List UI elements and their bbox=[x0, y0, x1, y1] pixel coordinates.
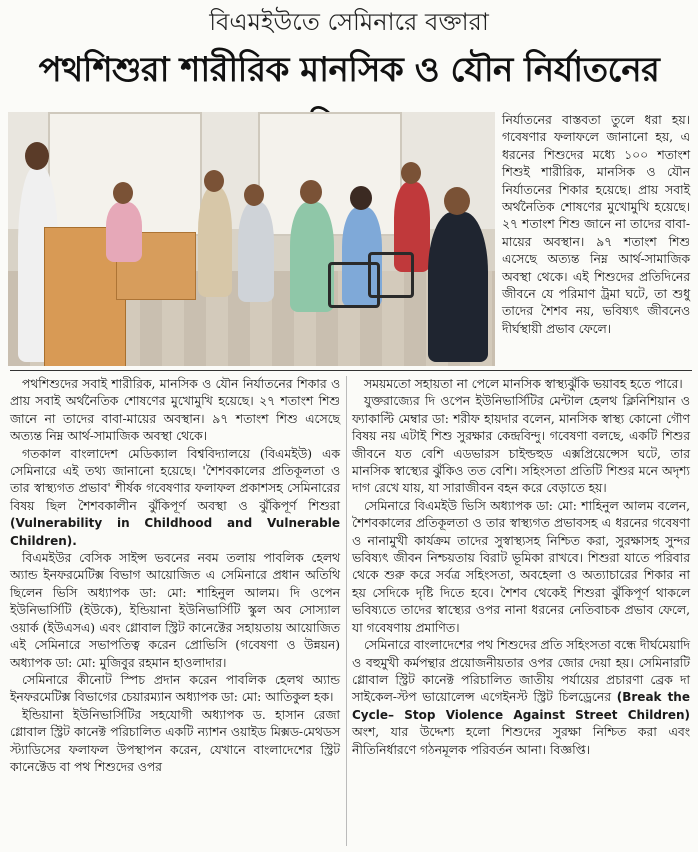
paragraph: বিএমইউর বেসিক সাইন্স ভবনের নবম তলায় পাবলিক হেলথ অ্যান্ড ইনফরমেটিক্স বিভাগ আয়োজিত এ সেমিনারে প্রধান অতিথি ছিলেন ভিসি অধ্যাপক ডা: মো: শাহিনুল আলম। দি ওপেন ইউনিভার্সিটি (ইউকে), ইন্ডিয়ানা ইউনিভার্সিটি স্কুল অব সোস্যাল ওয়ার্ক (ইউএসএ) এবং গ্লোবাল স্ট্রিট কানেক্টের সহায়তায় আয়োজিত এই সেমিনারে সভাপতিত্ব করেন প্রোভিসি (গবেষণা ও উন্নয়ন) অধ্যাপক ডা: মো: মুজিবুর রহমান হাওলাদার। bbox=[10, 551, 340, 670]
attendee bbox=[106, 202, 142, 262]
paragraph: পথশিশুদের সবাই শারীরিক, মানসিক ও যৌন নির্যাতনের শিকার ও প্রায় সবাই অর্থনৈতিক শোষণের মুখোমুখি হয়েছে। ২৭ শতাংশ শিশু জানে না তাদের বাবা-মায়ের অবস্থান। ৯৭ শতাংশ শিশু এসেছে অত্যন্ত নিম্ন আর্থ-সামাজিক অবস্থা থেকে। bbox=[10, 377, 340, 444]
paragraph: নির্যাতনের বাস্তবতা তুলে ধরা হয়। গবেষণার ফলাফলে জানানো হয়, এ ধরনের শিশুদের মধ্যে ১০০ শতাংশ শিশুই শারীরিক, মানসিক ও যৌন নির্যাতনের শিকার হয়েছে। প্রায় সবাই অর্থনৈতিক শোষণের মুখোমুখি হয়েছে। ২৭ শতাংশ শিশু জানে না তাদের বাবা-মায়ের অবস্থান। ৯৭ শতাংশ শিশু এসেছে অত্যন্ত নিম্ন আর্থ-সামাজিক অবস্থা থেকে। এই শিশুদের প্রতিদিনের জীবনে যে পরিমাণ ট্রমা ঘটে, তা শুধু তাদের শৈশব নয়, ভবিষ্যৎ জীবনেও দীর্ঘস্থায়ী প্রভাব ফেলে। bbox=[502, 113, 690, 336]
attendee bbox=[238, 202, 274, 302]
column-divider bbox=[10, 370, 692, 371]
paragraph: সেমিনারে বিএমইউ ভিসি অধ্যাপক ডা: মো: শাহিনুল আলম বলেন, শৈশবকালের প্রতিকূলতা ও তার স্বাস্থ্যগত প্রভাবসহ এ ধরনের গবেষণা ও নানামুখী কার্যক্রম তাদের সুস্বাস্থ্যসহ নিশ্চিত করা, সুরক্ষাসহ সুন্দর ভবিষ্যৎ জীবন নিশ্চয়তায় বিরাট ভূমিকা রাখবে। শিশুরা যাতে পরিবার থেকে শুরু করে সর্বত্র সহিংসতা, অবহেলা ও অত্যাচারের শিকার না হয় সেদিকে দৃষ্টি দিতে হবে। শৈশব থেকেই শিশুরা ঝুঁকিপূর্ণ থাকলে ভবিষ্যতে তাদের স্বাস্থ্যের ওপর নানা ধরনের নেতিবাচক প্রভাব ফেলে, যা গবেষণায় প্রমাণিত। bbox=[352, 498, 690, 635]
headline: পথশিশুরা শারীরিক মানসিক ও যৌন নির্যাতনের bbox=[38, 50, 660, 90]
attendee-head bbox=[350, 186, 372, 210]
paragraph: গতকাল বাংলাদেশ মেডিক্যাল বিশ্ববিদ্যালয়ে (বিএমইউ) এক সেমিনারে এই তথ্য জানানো হয়েছে। 'শৈশবকালের প্রতিকূলতা ও তার স্বাস্থ্যগত প্রভাব' শীর্ষক গবেষণার ফলাফল প্রকাশসহ সেমিনারের বিষয় ছিল শৈশবকালীন ঝুঁকিপূর্ণ অবস্থা ও ঝুঁকিপূর্ণ শিশুরা (Vulnerability in Childhood and Vulnerable Children). bbox=[10, 446, 340, 548]
attendee bbox=[428, 212, 488, 362]
right-column bbox=[352, 376, 690, 759]
left-column bbox=[10, 376, 340, 776]
paragraph: সেমিনারে বাংলাদেশের পথ শিশুদের প্রতি সহিংসতা বন্ধে দীর্ঘমেয়াদি ও বহুমুখী কর্মপন্থার প্রয়োজনীয়তার ওপর জোর দেয়া হয়। সেমিনারটি গ্লোবাল স্ট্রিট কানেক্ট পরিচালিত জাতীয় পর্যায়ের প্রচারণা ব্রেক দা সাইকেল-স্টপ ভায়োলেন্স এগেইনস্ট স্ট্রিট চিলড্রেনের (Break the Cycle– Stop Violence Against Street Children) অংশ, যার উদ্দেশ্য হলো শিশুদের সুরক্ষা নিশ্চিত করা এবং নীতিনির্ধারণে গঠনমূলক পরিবর্তন আনা। বিজ্ঞপ্তি। bbox=[352, 638, 690, 757]
seminar-photo bbox=[8, 112, 495, 366]
paragraph: সেমিনারে কীনোট স্পিচ প্রদান করেন পাবলিক হেলথ অ্যান্ড ইনফরমেটিক্স বিভাগের চেয়ারম্যান অধ্যাপক ডা: মো: আতিকুল হক। bbox=[10, 672, 340, 705]
attendee-head bbox=[113, 182, 133, 204]
kicker: বিএমইউতে সেমিনারে বক্তারা bbox=[209, 8, 489, 36]
speaker-head bbox=[25, 142, 49, 170]
attendee-head bbox=[401, 162, 421, 184]
column-rule bbox=[346, 376, 347, 846]
paragraph: ইন্ডিয়ানা ইউনিভার্সিটির সহযোগী অধ্যাপক ড. হাসান রেজা গ্লোবাল স্ট্রিট কানেক্ট পরিচালিত একটি ন্যাশন ওয়াইড মিক্সড-মেথডস স্ট্যাডিসের ফলাফল উপস্থাপন করেন, যেখানে বাংলাদেশের স্ট্রিট কানেক্টেড বা পথ শিশুদের ওপর bbox=[10, 707, 340, 774]
chair bbox=[368, 252, 414, 298]
right-top-column bbox=[502, 112, 690, 338]
attendee-head bbox=[300, 180, 322, 204]
attendee bbox=[198, 187, 232, 297]
attendee-head bbox=[204, 170, 224, 192]
attendee-head bbox=[444, 187, 470, 215]
attendee-head bbox=[244, 184, 264, 206]
paragraph: সময়মতো সহায়তা না পেলে মানসিক স্বাস্থ্যঝুঁকি ভয়াবহ হতে পারে। bbox=[364, 377, 683, 391]
paragraph: যুক্তরাজ্যের দি ওপেন ইউনিভার্সিটির মেন্টাল হেলথ ক্লিনিশিয়ান ও ফ্যাকাল্টি মেম্বার ডা: শরীফ হায়দার বলেন, মানসিক স্বাস্থ্য কোনো গৌণ বিষয় নয় এটাই শিশু সুরক্ষার কেন্দ্রবিন্দু। গবেষণা বলছে, একটি শিশুর জীবনে যত বেশি এডভারস চাইল্ডহুড এক্সপ্রিয়েন্সেস ঘটে, তার মানসিক স্বাস্থ্যের ঝুঁকিও তত বেশি। সহিংসতা প্রতিটি শিশুর মনে অদৃশ্য দাগ রেখে যায়, যা সারাজীবন বহন করে বেড়াতে হয়। bbox=[352, 394, 690, 496]
